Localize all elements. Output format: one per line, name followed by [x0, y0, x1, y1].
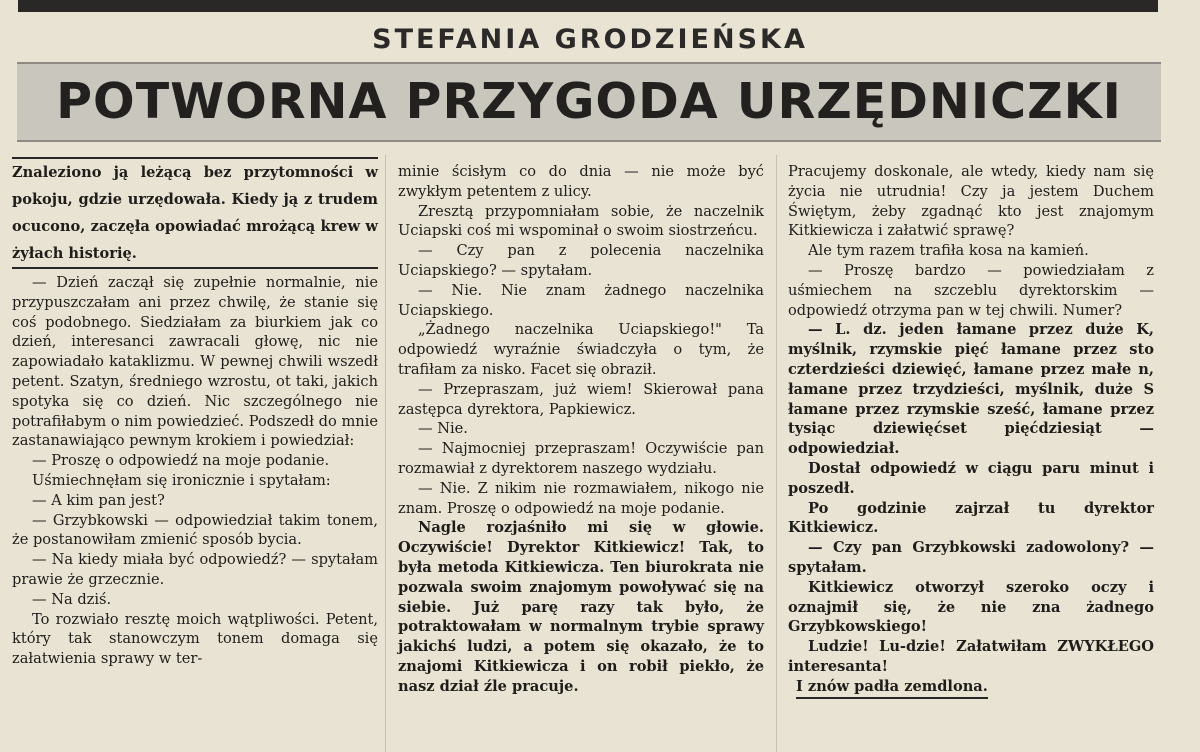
column-divider [385, 155, 386, 752]
paragraph: — Na kiedy miała być odpowiedź? — spytałam prawie że grzecznie. [12, 551, 378, 588]
paragraph: — Nie. Nie znam żadnego naczelnika Uciapskiego. [398, 281, 764, 319]
paragraph: — Proszę o odpowiedź na moje podanie. [32, 452, 330, 470]
paragraph: — A kim pan jest? [32, 491, 165, 509]
column-divider [776, 155, 777, 752]
paragraph: — Czy pan z polecenia naczelnika Uciapskiego? — spytałam. [398, 242, 764, 279]
closing-line: I znów padła zemdlona. [796, 677, 988, 699]
article-lead: Znaleziono ją leżącą bez przytomności w pokoju, gdzie urzędowała. Kiedy ją z trudem ocucono, zaczęła opowiadać mrożącą krew w żyłach historię. [12, 157, 378, 269]
paragraph: Nagle rozjaśniło mi się w głowie. Oczywiście! Dyrektor Kitkiewicz! Tak, to była metoda Kitkiewicza. Ten biurokrata nie pozwala swoim znajomym powoływać się na siebie. Już parę razy tak było, że potraktowałam w normalnym trybie sprawy jakichś ludzi, a potem się okazało, że to znajomi Kitkiewicza i on robił piekło, że nasz dział źle pracuje. [398, 519, 764, 695]
paragraph: — Dzień zaczął się zupełnie normalnie, nie przypuszczałam ani przez chwilę, że stanie się coś podobnego. Siedziałam za biurkiem jak co dzień, interesanci zawracali głowę, nic nie zapowiadało kataklizmu. W pewnej chwili wszedł petent. Szatyn, średniego wzrostu, ot taki, jakich spotyka się co dzień. Nic szczególnego nie potrafiłabym o nim powiedzieć. Podszedł do mnie zastanawiająco pewnym krokiem i powiedział: [12, 274, 378, 450]
paragraph: — Czy pan Grzybkowski zadowolony? — spytałam. [788, 539, 1154, 576]
author-name: STEFANIA GRODZIEŃSKA [372, 24, 808, 55]
paragraph: — L. dz. jeden łamane przez duże K, myślnik, rzymskie pięć łamane przez sto czterdzieści dziewięć, łamane przez małe n, łamane przez trzydzieści, myślnik, duże S łamane przez rzymskie sześć, łamane przez tysiąc dziewięćset pięćdziesiąt — odpowiedział. [788, 321, 1154, 458]
top-border-bar [18, 0, 1158, 12]
paragraph: — Najmocniej przepraszam! Oczywiście pan rozmawiał z dyrektorem naszego wydziału. [398, 440, 764, 477]
article-column-1 [12, 157, 378, 669]
paragraph: — Przepraszam, już wiem! Skierował pana zastępca dyrektora, Papkiewicz. [398, 380, 764, 418]
article-title: POTWORNA PRZYGODA URZĘDNICZKI [56, 73, 1122, 130]
paragraph: Po godzinie zajrzał tu dyrektor Kitkiewicz. [788, 499, 1154, 537]
paragraph: — Nie. Z nikim nie rozmawiałem, nikogo nie znam. Proszę o odpowiedź na moje podanie. [398, 479, 764, 517]
paragraph: Uśmiechnęłam się ironicznie i spytałam: [32, 471, 331, 489]
closing-line-wrap [788, 677, 1154, 699]
paragraph: Pracujemy doskonale, ale wtedy, kiedy nam się życia nie utrudnia! Czy ja jestem Duchem Świętym, żeby zgadnąć kto jest znajomym Kitkiewicza i załatwić sprawę? [788, 163, 1154, 240]
paragraph: Ale tym razem trafiła kosa na kamień. [808, 242, 1089, 260]
paragraph: To rozwiało resztę moich wątpliwości. Petent, który tak stanowczym tonem domaga się załatwienia sprawy w ter- [12, 610, 378, 668]
paragraph: — Nie. [418, 420, 468, 438]
title-banner [17, 62, 1161, 142]
article-column-2 [398, 162, 764, 697]
paragraph: Kitkiewicz otworzył szeroko oczy i oznajmił się, że nie zna żadnego Grzybkowskiego! [788, 578, 1154, 636]
paragraph: — Proszę bardzo — powiedziałam z uśmiechem na szczeblu dyrektorskim — odpowiedź otrzyma pan w tej chwili. Numer? [788, 261, 1154, 319]
paragraph: — Grzybkowski — odpowiedział takim tonem, że postanowiłam zmienić sposób bycia. [12, 511, 378, 549]
paragraph: minie ścisłym co do dnia — nie może być zwykłym petentem z ulicy. [398, 163, 764, 200]
article-column-3 [788, 162, 1154, 699]
paragraph: Ludzie! Lu-dzie! Załatwiłam ZWYKŁEGO interesanta! [788, 638, 1154, 675]
paragraph: Zresztą przypomniałam sobie, że naczelnik Uciapski coś mi wspominał o swoim siostrzeńcu. [398, 202, 764, 240]
paragraph: — Na dziś. [32, 590, 112, 608]
paragraph: „Żadnego naczelnika Uciapskiego!" Ta odpowiedź wyraźnie świadczyła o tym, że trafiłam za nisko. Facet się obraził. [398, 321, 764, 378]
paragraph: Dostał odpowiedź w ciągu paru minut i poszedł. [788, 459, 1154, 497]
